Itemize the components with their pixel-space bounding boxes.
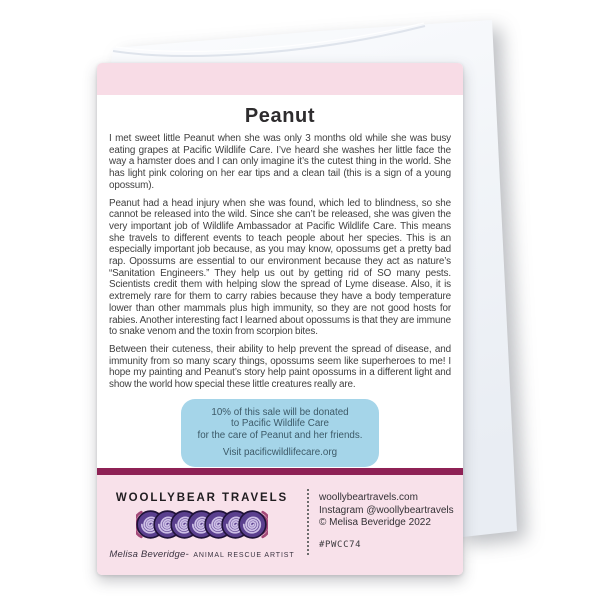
- artist-name: Melisa Beveridge-: [109, 549, 189, 560]
- caterpillar-segments: [137, 511, 266, 538]
- story-paragraph-2: Peanut had a head injury when she was found, which led to blindness, so she cannot be released into the wild. Since she can’t be released, she was given the very important job of Wildlife Ambassador at Pacific Wildlife Care. This means she travels to different events to teach people about her species. This is an especially important job because, as you may know, opossums get a pretty bad rap. Opossums are essential to our environment because they act as nature’s “Sanitation Engineers.” They help us out by getting rid of SO many pests. Scientists credit them with helping slow the spread of Lyme disease. Also, it is extremely rare for them to carry rabies because they have a body temperature lower than other mammals plus high immunity, so they are not good hosts for rabies. Another interesting fact I learned about opossums is that they are immune to snake venom and the toxin from scorpion bites.: [109, 197, 451, 338]
- story-paragraph-3: Between their cuteness, their ability to help prevent the spread of disease, and immunity from so many scary things, opossums seem like superheroes to me! I hope my painting and Peanut’s story help paint opossums in a different light and show the world how special these little creatures really are.: [109, 343, 451, 391]
- copyright-text: © Melisa Beveridge 2022: [319, 517, 431, 529]
- page-title: Peanut: [244, 105, 316, 127]
- greeting-card-back: [97, 63, 463, 575]
- maroon-divider-bar: [97, 468, 463, 475]
- donation-note: [181, 399, 379, 467]
- donation-line-3: for the care of Peanut and her friends.: [197, 429, 363, 441]
- artist-title: ANIMAL RESCUE ARTIST: [193, 552, 295, 559]
- donation-visit-line: Visit pacificwildlifecare.org: [222, 446, 338, 458]
- donation-line-2: to Pacific Wildlife Care: [231, 418, 329, 430]
- contact-block: [309, 475, 463, 575]
- story-paragraph-1: I met sweet little Peanut when she was only 3 months old while she was busy eating grapes at Pacific Wildlife Care. I’ve heard she washes her little face the way a hamster does and I can only imagine it’s the cutest thing in the world. She has light pink coloring on her ear tips and a clean tail (this is a sign of a young opossum).: [109, 133, 451, 191]
- website-text: woollybeartravels.com: [319, 492, 418, 503]
- brand-wordmark: WOOLLYBEAR TRAVELS: [115, 492, 289, 504]
- story-text: [97, 133, 463, 391]
- item-code: #PWCC74: [319, 539, 362, 550]
- brand-block: [109, 475, 295, 575]
- artist-signature: [109, 544, 295, 562]
- instagram-text: Instagram @woollybeartravels: [319, 504, 454, 516]
- caterpillar-logo-icon: [136, 507, 268, 542]
- donation-line-1: 10% of this sale will be donated: [211, 406, 349, 418]
- card-footer: [97, 475, 463, 575]
- top-pink-band: [97, 63, 463, 95]
